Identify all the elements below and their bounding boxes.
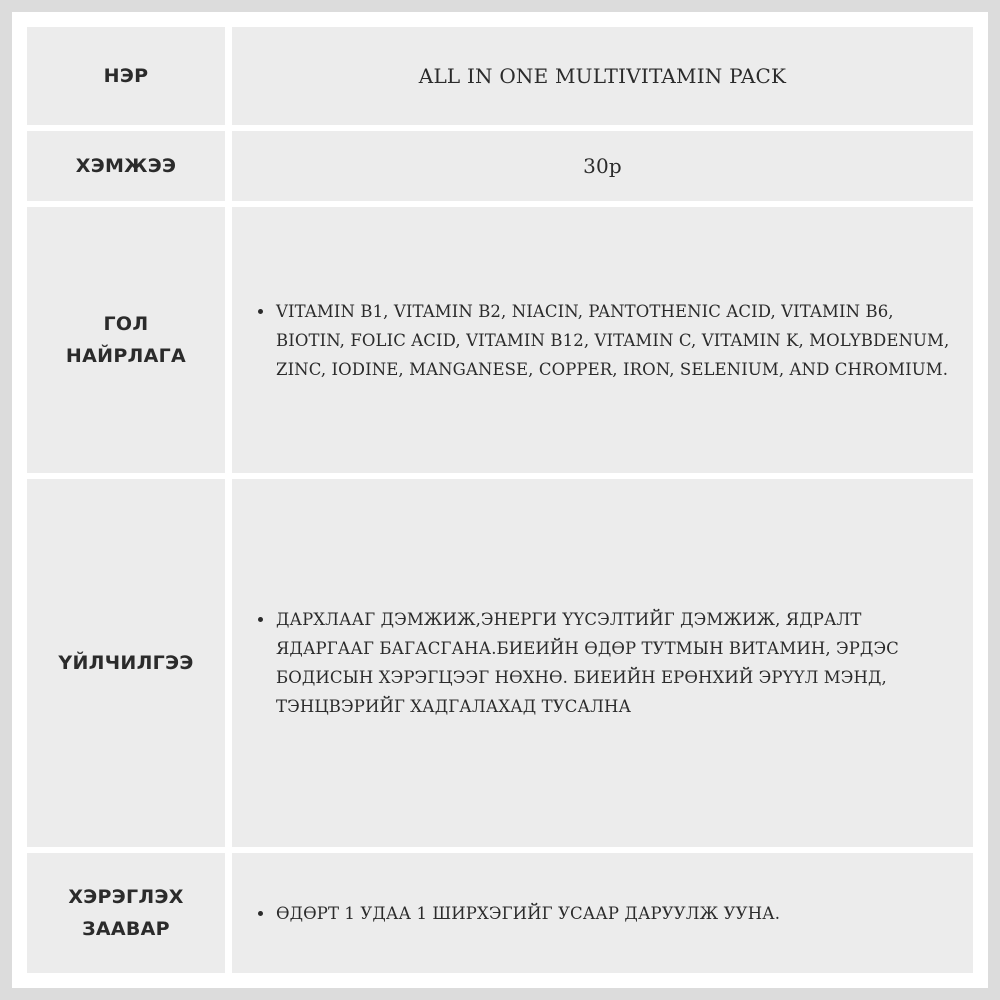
value-name-text: ALL IN ONE MULTIVITAMIN PACK	[418, 64, 787, 88]
ingredients-list	[258, 297, 959, 384]
label-ingredients-line-1: ГОЛ	[103, 313, 149, 335]
benefits-list	[258, 605, 959, 721]
value-size-text: 30р	[583, 154, 622, 178]
list-item: ДАРХЛААГ ДЭМЖИЖ,ЭНЕРГИ ҮҮСЭЛТИЙГ ДЭМЖИЖ, ЯДРАЛТ ЯДАРГААГ БАГАСГАНА.БИЕИЙН ӨДӨР ТУТМЫН ВИТАМИН, ЭРДЭС БОДИСЫН ХЭРЭГЦЭЭГ НӨХНӨ. БИЕИЙН ЕРӨНХИЙ ЭРҮҮЛ МЭНД, ТЭНЦВЭРИЙГ ХАДГАЛАХАД ТУСАЛНА	[276, 605, 959, 721]
label-ingredients-text	[66, 308, 186, 372]
directions-list	[258, 899, 780, 928]
label-directions-text	[68, 881, 183, 945]
list-item: ӨДӨРТ 1 УДАА 1 ШИРХЭГИЙГ УСААР ДАРУУЛЖ УУНА.	[276, 899, 780, 928]
label-name-text: НЭР	[103, 65, 149, 87]
label-ingredients	[27, 207, 225, 473]
label-directions-line-2: ЗААВАР	[82, 918, 170, 940]
value-benefits	[232, 479, 973, 847]
label-ingredients-line-2: НАЙРЛАГА	[65, 345, 187, 367]
value-name	[232, 27, 973, 125]
label-directions	[27, 853, 225, 973]
value-size	[232, 131, 973, 201]
label-benefits-text: ҮЙЛЧИЛГЭЭ	[58, 652, 194, 674]
value-directions	[232, 853, 973, 973]
label-size	[27, 131, 225, 201]
list-item: VITAMIN B1, VITAMIN B2, NIACIN, PANTOTHENIC ACID, VITAMIN B6, BIOTIN, FOLIC ACID, VITAMIN B12, VITAMIN C, VITAMIN K, MOLYBDENUM, ZINC, IODINE, MANGANESE, COPPER, IRON, SELENIUM, AND CHROMIUM.	[276, 297, 959, 384]
label-benefits	[27, 479, 225, 847]
label-size-text: ХЭМЖЭЭ	[75, 155, 177, 177]
label-directions-line-1: ХЭРЭГЛЭХ	[68, 886, 184, 908]
value-ingredients	[232, 207, 973, 473]
label-name	[27, 27, 225, 125]
product-info-table	[12, 12, 988, 988]
